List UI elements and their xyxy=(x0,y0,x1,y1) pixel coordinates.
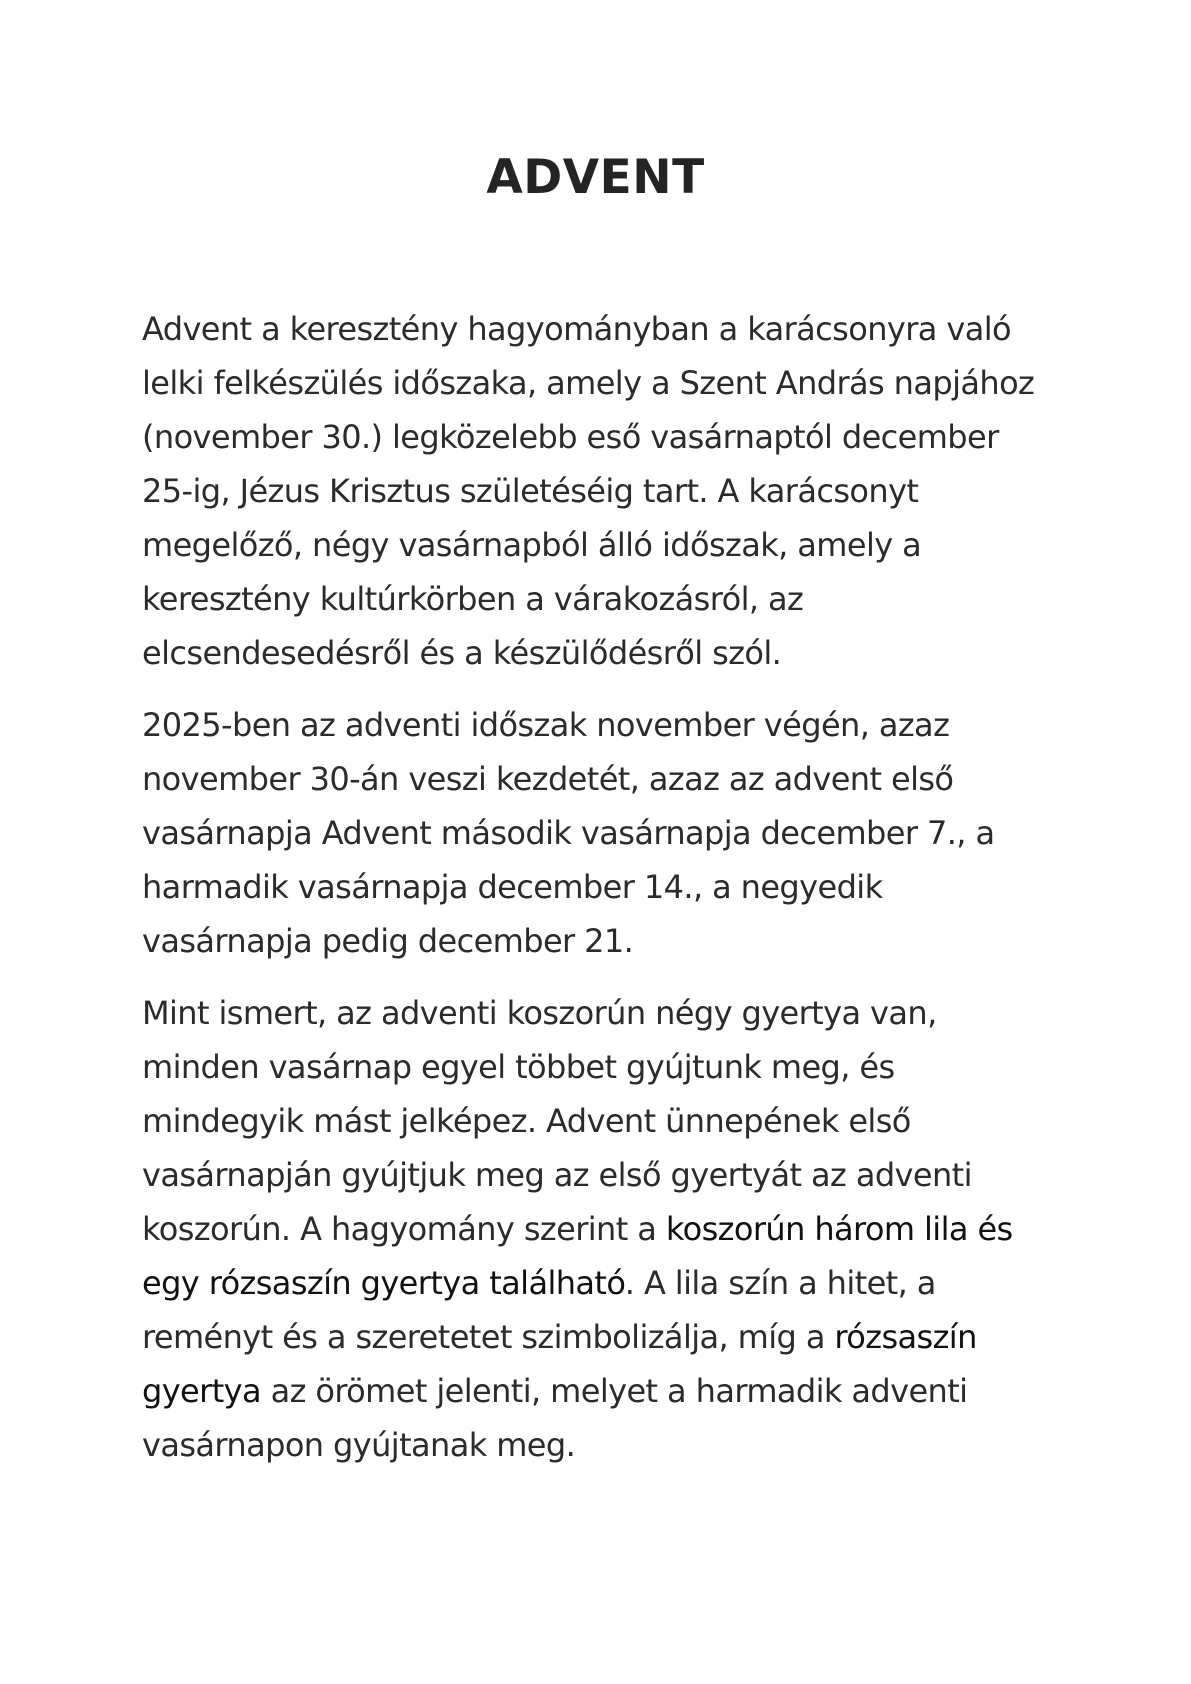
paragraph-text: az örömet jelenti, melyet a harmadik adventi vasárnapon gyújtanak meg. xyxy=(142,1372,968,1464)
paragraph-dates-2025 xyxy=(142,698,1042,968)
emphasized-text-pink-candle: rózsaszín gyertya xyxy=(142,1318,977,1410)
page-title: ADVENT xyxy=(486,150,705,205)
document-body xyxy=(142,302,1042,1490)
paragraph-intro xyxy=(142,302,1042,680)
emphasized-text-candles: koszorún három lila és egy rózsaszín gyertya található xyxy=(142,1210,1013,1302)
paragraph-text: Advent a keresztény hagyományban a karácsonyra való lelki felkészülés időszaka, amely a Szent András napjához (november 30.) legközelebb eső vasárnaptól december 25-ig, Jézus Krisztus születéséig tart. A karácsonyt megelőző, négy vasárnapból álló időszak, amely a keresztény kultúrkörben a várakozásról, az elcsendesedésről és a készülődésről szól. xyxy=(142,310,1035,672)
paragraph-text: Mint ismert, az adventi koszorún négy gyertya van, minden vasárnap egyel többet gyújtunk meg, és mindegyik mást jelképez. Advent ünnepének első vasárnapján gyújtjuk meg az első gyertyát az adventi koszorún. A hagyomány szerint a xyxy=(142,994,972,1248)
paragraph-text: 2025-ben az adventi időszak november végén, azaz november 30-án veszi kezdetét, azaz az advent első vasárnapja Advent második vasárnapja december 7., a harmadik vasárnapja december 14., a negyedik vasárnapja pedig december 21. xyxy=(142,706,995,960)
paragraph-text: . A lila szín a hitet, a reményt és a szeretetet szimbolizálja, míg a xyxy=(142,1264,936,1356)
paragraph-advent-wreath xyxy=(142,986,1042,1472)
